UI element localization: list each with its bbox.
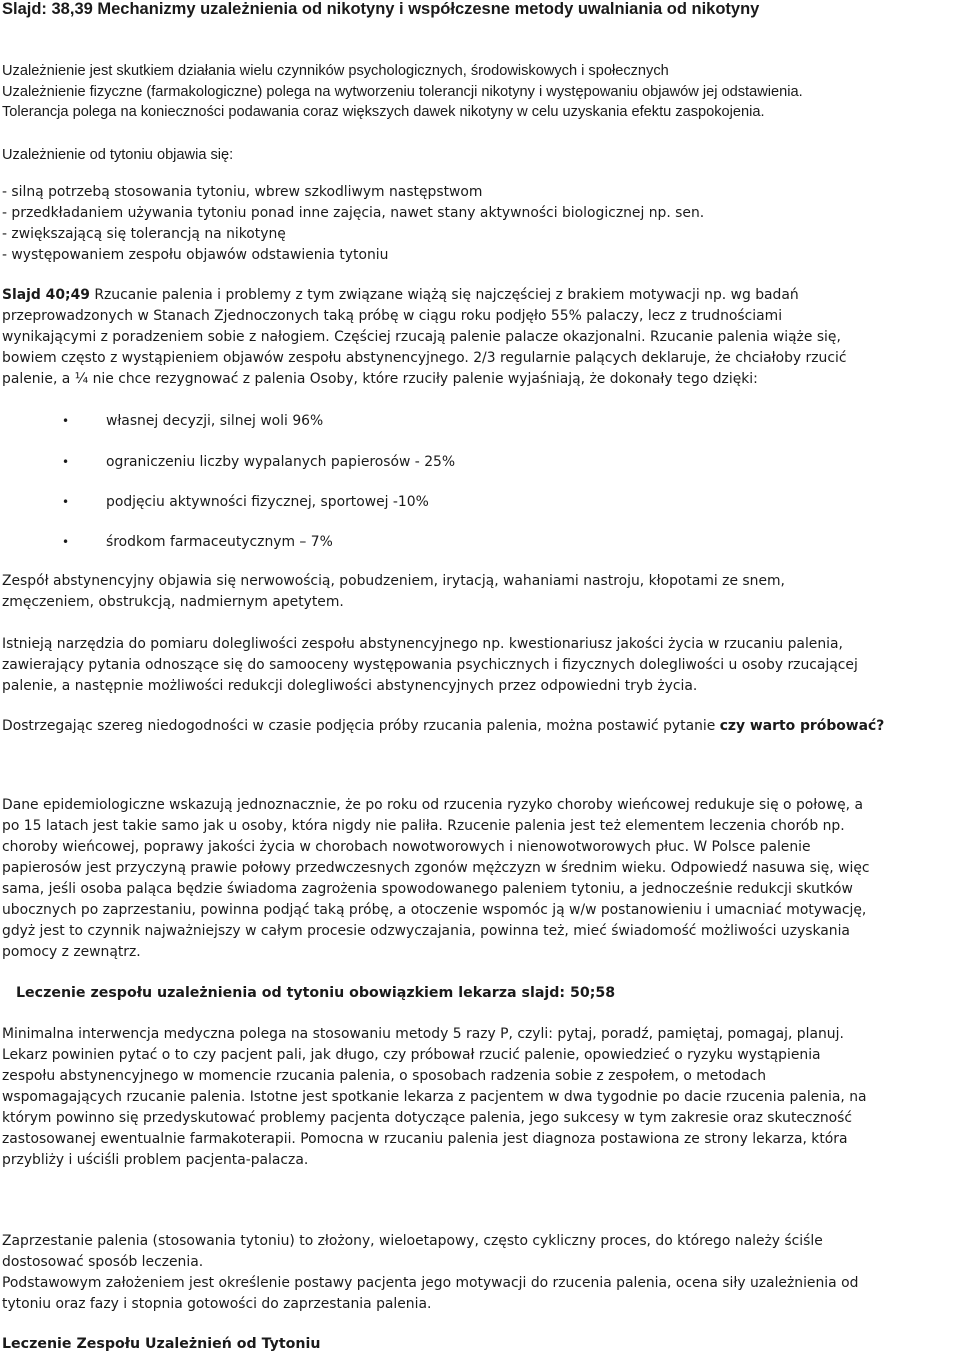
process-line: tytoniu oraz fazy i stopnia gotowości do zaprzestania palenia. (2, 1296, 432, 1312)
slide40-label: Slajd 40;49 (2, 287, 90, 303)
page-title: Slajd: 38,39 Mechanizmy uzależnienia od nikotyny i współczesne metody uwalniania od nikotyny (2, 0, 760, 18)
slide40-paragraph (2, 285, 956, 390)
slide40-line: bowiem często z wystąpieniem objawów zespołu abstynencyjnego. 2/3 regularnie palących deklaruje, że chciałoby rzucić (2, 350, 847, 366)
epidemiology-line: pomocy z zewnątrz. (2, 944, 141, 960)
process-line: dostosować sposób leczenia. (2, 1254, 204, 1270)
reason-text: własnej decyzji, silnej woli 96% (106, 413, 324, 429)
process-line: Zaprzestanie palenia (stosowania tytoniu) to złożony, wieloetapowy, często cykliczny proces, do którego należy ściśle (2, 1233, 823, 1249)
bullet-icon: • (62, 414, 70, 428)
intro-line: Uzależnienie jest skutkiem działania wielu czynników psychologicznych, środowiskowych i społecznych (2, 63, 669, 79)
intervention-line: Lekarz powinien pytać o to czy pacjent pali, jak długo, czy próbował rzucić palenie, opowiedzieć o ryzyku wystąpienia (2, 1047, 821, 1063)
bullet-icon: • (62, 455, 70, 469)
epidemiology-line: po 15 latach jest takie samo jak u osoby, która nigdy nie paliła. Rzucenie palenia jest też elementem leczenia chorób np. (2, 818, 845, 834)
symptoms-list (2, 182, 956, 266)
final-heading: Leczenie Zespołu Uzależnień od Tytoniu (2, 1336, 321, 1352)
epidemiology-line: ubocznych po zaprzestaniu, powinna podjąć taką próbę, a otoczenie wspomóc ją w/w postanowieniu i umacniać motywację, (2, 902, 867, 918)
symptoms-intro: Uzależnienie od tytoniu objawia się: (2, 147, 234, 163)
epidemiology-line: papierosów jest przyczyną prawie połowy przedwczesnych zgonów mężczyzn w średnim wieku. Odpowiedź nasuwa się, więc (2, 860, 870, 876)
intervention-line: którym powinno się przedyskutować problemy pacjenta dotyczące palenia, jego sukcesy w tym zakresie oraz skuteczność (2, 1110, 853, 1126)
symptom-item: - silną potrzebą stosowania tytoniu, wbrew szkodliwym następstwom (2, 184, 483, 200)
intervention-paragraph (2, 1024, 956, 1171)
reason-text: środkom farmaceutycznym – 7% (106, 534, 333, 550)
epidemiology-line: Dane epidemiologiczne wskazują jednoznacznie, że po roku od rzucenia ryzyko choroby wieńcowej redukuje się o połowę, a (2, 797, 863, 813)
slide40-line: palenie, a ¼ nie chce rezygnować z palenia Osoby, które rzuciły palenie wyjaśniają, że dokonały tego dzięki: (2, 371, 758, 387)
intro-line: Uzależnienie fizyczne (farmakologiczne) polega na wytworzeniu tolerancji nikotyny i występowaniu objawów jej odstawienia. (2, 83, 803, 100)
intervention-line: wspomagających rzucanie palenia. Istotne jest spotkanie lekarza z pacjentem w dwa tygodnie po dacie rzucenia palenia, na (2, 1089, 867, 1105)
epidemiology-line: gdyż jest to czynnik najważniejszy w całym procesie odzwyczajania, powinna też, mieć świadomość możliwości uzyskania (2, 923, 850, 939)
intro-line: Tolerancja polega na konieczności podawania coraz większych dawek nikotyny w celu uzyskania efektu zaspokojenia. (2, 104, 765, 120)
intervention-line: zespołu abstynencyjnego w momencie rzucania palenia, o sposobach radzenia sobie z zespołem, o metodach (2, 1068, 767, 1084)
intervention-line: przybliży i uściśli problem pacjenta-palacza. (2, 1152, 309, 1168)
tools-line: Istnieją narzędzia do pomiaru dolegliwości zespołu abstynencyjnego np. kwestionariusz jakości życia w rzucaniu palenia, (2, 636, 843, 652)
question-paragraph (2, 716, 956, 737)
intervention-line: Minimalna interwencja medyczna polega na stosowaniu metody 5 razy P, czyli: pytaj, poradź, pamiętaj, pomagaj, planuj. (2, 1026, 844, 1042)
bullet-icon: • (62, 495, 70, 509)
epidemiology-line: sama, jeśli osoba paląca będzie świadoma zagrożenia spowodowanego paleniem tytoniu, a jednocześnie redukcji skutków (2, 881, 853, 897)
reason-text: ograniczeniu liczby wypalanych papierosów - 25% (106, 454, 456, 470)
symptom-item: - przedkładaniem używania tytoniu ponad inne zajęcia, nawet stany aktywności biologicznej np. sen. (2, 205, 705, 221)
slide40-line: przeprowadzonych w Stanach Zjednoczonych taką próbę w ciągu roku podjęło 55% palaczy, lecz z trudnościami (2, 308, 783, 324)
epidemiology-paragraph (2, 795, 956, 963)
withdrawal-paragraph (2, 571, 956, 613)
tools-line: palenie, a następnie możliwości redukcji dolegliwości abstynencyjnych przez odpowiedni tryb życia. (2, 678, 698, 694)
withdrawal-line: zmęczeniem, obstrukcją, nadmiernym apetytem. (2, 594, 344, 610)
slide40-line: wynikającymi z poradzeniem sobie z nałogiem. Częściej rzucają palenie palacze okazjonalni. Rzucanie palenia wiąże się, (2, 329, 841, 345)
question-bold: czy warto próbować? (719, 718, 885, 734)
slide40-line: Rzucanie palenia i problemy z tym związane wiążą się najczęściej z brakiem motywacji np. wg badań (89, 287, 799, 303)
symptom-item: - występowaniem zespołu objawów odstawienia tytoniu (2, 247, 389, 263)
question-text: Dostrzegając szereg niedogodności w czasie podjęcia próby rzucania palenia, można postawić pytanie (2, 718, 720, 734)
treatment-heading: Leczenie zespołu uzależnienia od tytoniu obowiązkiem lekarza slajd: 50;58 (16, 985, 616, 1001)
epidemiology-line: choroby wieńcowej, poprawy jakości życia w chorobach nowotworowych i nienowotworowych płuc. W Polsce palenie (2, 839, 811, 855)
symptom-item: - zwiększającą się tolerancją na nikotynę (2, 226, 286, 242)
reason-text: podjęciu aktywności fizycznej, sportowej -10% (106, 494, 429, 510)
intervention-line: zastosowanej ewentualnie farmakoterapii. Pomocna w rzucaniu palenia jest diagnoza postawiona ze strony lekarza, która (2, 1131, 848, 1147)
withdrawal-line: Zespół abstynencyjny objawia się nerwowością, pobudzeniem, irytacją, wahaniami nastroju, kłopotami ze snem, (2, 573, 785, 589)
process-paragraph (2, 1231, 956, 1315)
tools-line: zawierający pytania odnoszące się do samooceny występowania psychicznych i fizycznych dolegliwości u osoby rzucającej (2, 657, 858, 673)
process-line: Podstawowym założeniem jest określenie postawy pacjenta jego motywacji do rzucenia palenia, ocena siły uzależnienia od (2, 1275, 859, 1291)
intro-paragraph (2, 61, 956, 123)
bullet-icon: • (62, 535, 70, 549)
tools-paragraph (2, 634, 956, 697)
